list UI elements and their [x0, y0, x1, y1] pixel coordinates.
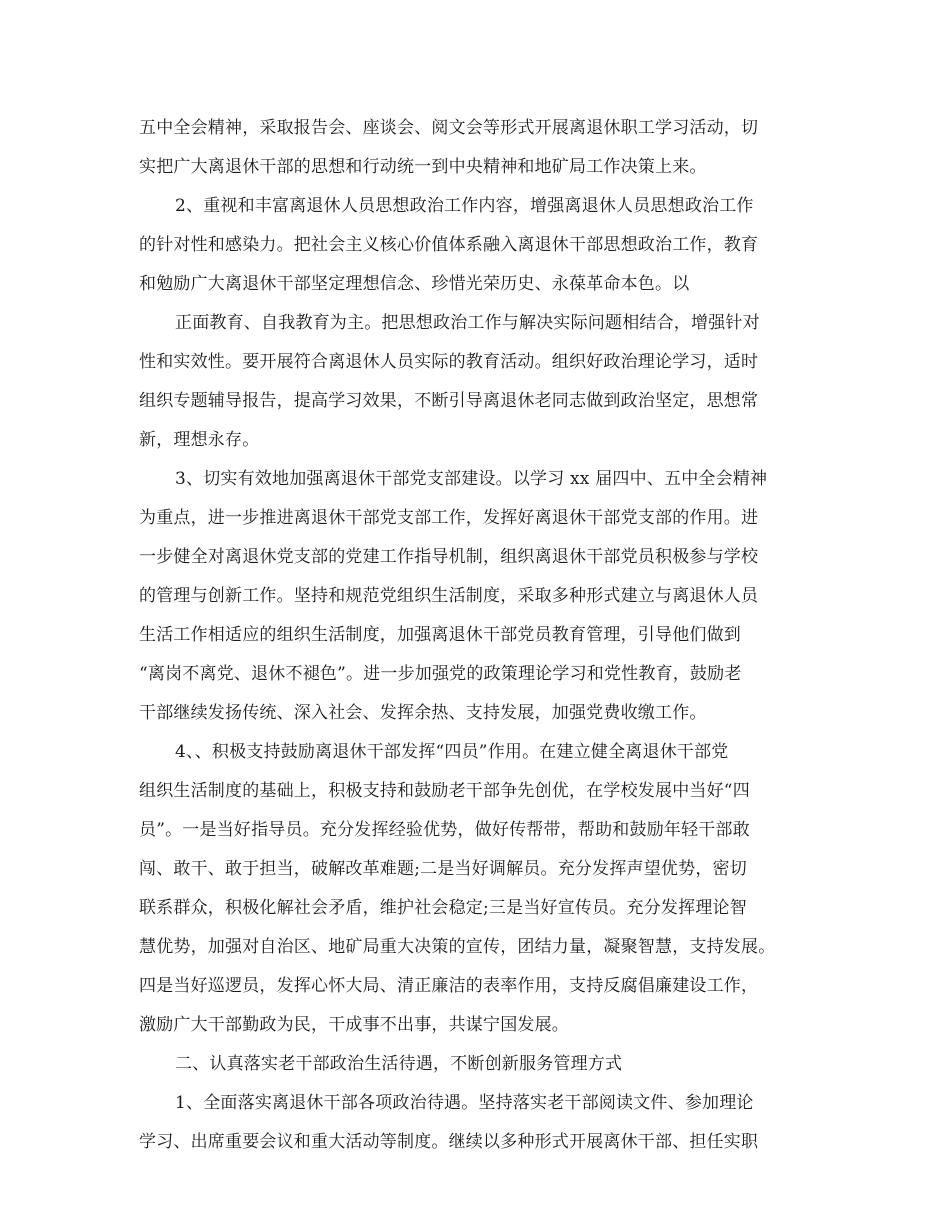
text-line: 一步健全对离退休党支部的党建工作指导机制，组织离退休干部党员积极参与学校 — [139, 547, 759, 567]
text-line: 学习、出席重要会议和重大活动等制度。继续以多种形式开展离休干部、担任实职 — [139, 1132, 759, 1152]
text-line: 组织生活制度的基础上，积极支持和鼓励老干部争先创优，在学校发展中当好“四 — [139, 781, 750, 801]
text-line: 正面教育、自我教育为主。把思想政治工作与解决实际问题相结合，增强针对 — [175, 313, 760, 333]
text-line: 四是当好巡逻员，发挥心怀大局、清正廉洁的表率作用，支持反腐倡廉建设工作， — [139, 976, 759, 996]
text-line: 1、全面落实离退休干部各项政治待遇。坚持落实老干部阅读文件、参加理论 — [175, 1093, 754, 1113]
section-heading: 二、认真落实老干部政治生活待遇，不断创新服务管理方式 — [175, 1054, 623, 1074]
text-line: 3、切实有效地加强离退休干部党支部建设。以学习 xx 届四中、五中全会精神 — [175, 469, 768, 489]
text-line: 干部继续发扬传统、深入社会、发挥余热、支持发展，加强党费收缴工作。 — [139, 703, 707, 723]
text-line: 和勉励广大离退休干部坚定理想信念、珍惜光荣历史、永葆革命本色。以 — [139, 274, 690, 294]
text-line: 新，理想永存。 — [139, 430, 260, 450]
text-line: 组织专题辅导报告，提高学习效果，不断引导离退休老同志做到政治坚定，思想常 — [139, 391, 759, 411]
text-line: 激励广大干部勤政为民，干成事不出事，共谋宁国发展。 — [139, 1015, 569, 1035]
text-line: “离岗不离党、退休不褪色”。进一步加强党的政策理论学习和党性教育，鼓励老 — [139, 664, 742, 684]
text-line: 慧优势，加强对自治区、地矿局重大决策的宣传，团结力量，凝聚智慧，支持发展。 — [139, 937, 776, 957]
text-line: 的针对性和感染力。把社会主义核心价值体系融入离退休干部思想政治工作，教育 — [139, 235, 759, 255]
text-line: 4、、积极支持鼓励离退休干部发挥“四员”作用。在建立健全离退休干部党 — [175, 742, 729, 762]
text-line: 实把广大离退休干部的思想和行动统一到中央精神和地矿局工作决策上来。 — [139, 157, 707, 177]
text-line: 闯、敢干、敢于担当，破解改革难题;二是当好调解员。充分发挥声望优势，密切 — [139, 859, 747, 879]
text-line: 生活工作相适应的组织生活制度，加强离退休干部党员教育管理，引导他们做到 — [139, 625, 741, 645]
text-line: 联系群众，积极化解社会矛盾，维护社会稳定;三是当好宣传员。充分发挥理论智 — [139, 898, 747, 918]
text-line: 员”。一是当好指导员。充分发挥经验优势，做好传帮带，帮助和鼓励年轻干部敢 — [139, 820, 750, 840]
text-line: 性和实效性。要开展符合离退休人员实际的教育活动。组织好政治理论学习，适时 — [139, 352, 759, 372]
text-line: 五中全会精神，采取报告会、座谈会、阅文会等形式开展离退休职工学习活动，切 — [139, 118, 759, 138]
text-line: 2、重视和丰富离退休人员思想政治工作内容，增强离退休人员思想政治工作 — [175, 196, 754, 216]
text-line: 的管理与创新工作。坚持和规范党组织生活制度，采取多种形式建立与离退休人员 — [139, 586, 759, 606]
text-line: 为重点，进一步推进离退休干部党支部工作，发挥好离退休干部党支部的作用。进 — [139, 508, 759, 528]
